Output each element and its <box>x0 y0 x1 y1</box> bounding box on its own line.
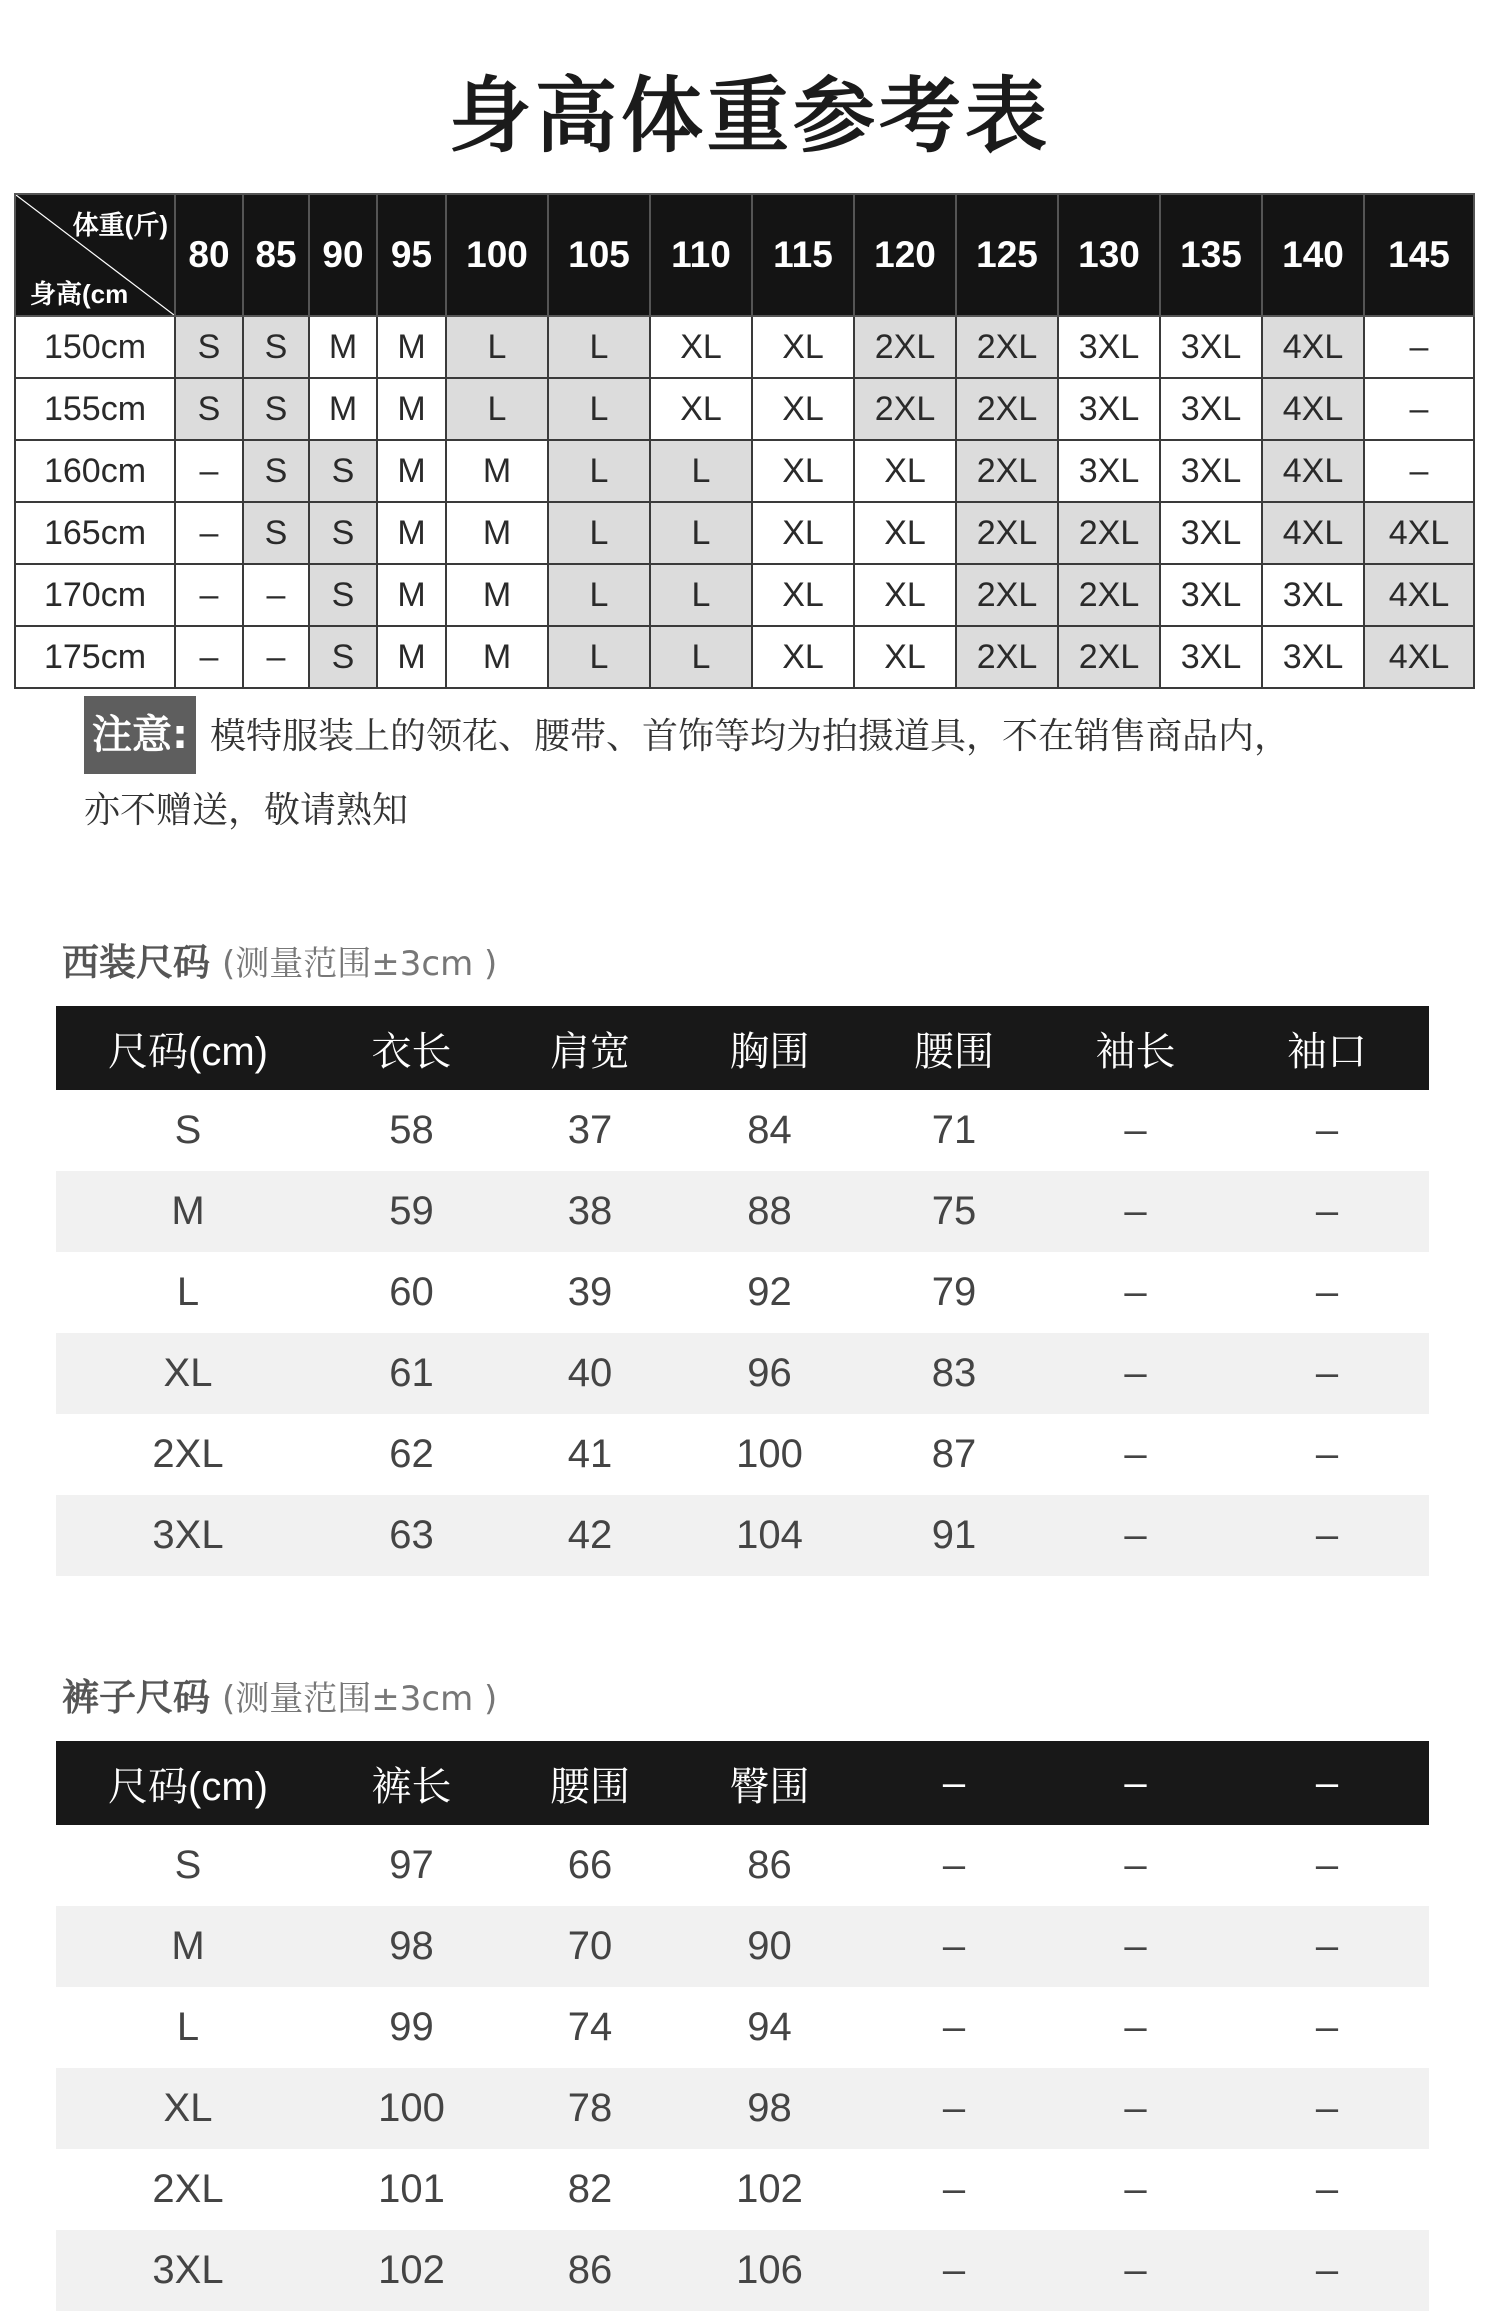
size-cell: 3XL <box>1160 626 1262 688</box>
size-cell: M <box>446 626 548 688</box>
measure-cell: – <box>1124 1432 1147 1476</box>
note <box>84 700 1444 848</box>
column-header: 袖口 <box>1225 1006 1429 1090</box>
size-cell: L <box>650 502 752 564</box>
measure-cell: 70 <box>503 1906 677 1987</box>
size-label: 2XL <box>152 1432 224 1476</box>
measure-cell: 97 <box>389 1843 434 1887</box>
table-row <box>56 1825 1429 1906</box>
size-cell: XL <box>752 316 854 378</box>
size-cell: – <box>243 626 309 688</box>
size-cell: M <box>377 626 446 688</box>
measure-cell: 60 <box>389 1270 434 1314</box>
size-cell: 3XL <box>1160 502 1262 564</box>
column-header: 尺码(cm) <box>56 1741 320 1825</box>
measure-cell: 88 <box>677 1171 862 1252</box>
suit-size-table <box>56 1006 1429 1576</box>
table-row <box>56 1495 1429 1576</box>
table-row <box>56 2068 1429 2149</box>
measure-cell: – <box>1315 2005 1339 2049</box>
measure-cell: – <box>1225 1495 1429 1576</box>
measure-cell: – <box>1315 1108 1339 1152</box>
measure-cell: 100 <box>320 2068 503 2149</box>
size-cell: M <box>446 502 548 564</box>
size-cell: XL <box>854 440 956 502</box>
measure-cell: – <box>1225 1906 1429 1987</box>
size-cell: S <box>243 502 309 564</box>
corner-cell <box>15 194 175 316</box>
measure-cell: 82 <box>567 2167 613 2211</box>
weight-header: 95 <box>377 194 446 316</box>
measure-cell: 41 <box>567 1432 613 1476</box>
size-cell: 2XL <box>1058 564 1160 626</box>
size-cell: L <box>548 440 650 502</box>
weight-header: 80 <box>175 194 243 316</box>
measure-cell: 98 <box>677 2068 862 2149</box>
measure-cell: 39 <box>567 1270 613 1314</box>
weight-header: 130 <box>1058 194 1160 316</box>
measure-cell: 90 <box>677 1906 862 1987</box>
size-cell: XL <box>854 502 956 564</box>
pants-section-title <box>62 1667 497 1721</box>
size-cell: – <box>1364 316 1474 378</box>
weight-header: 115 <box>752 194 854 316</box>
height-row <box>15 378 1474 440</box>
pants-size-table <box>56 1741 1429 2311</box>
size-cell: 4XL <box>1364 626 1474 688</box>
measure-cell: – <box>862 1906 1046 1987</box>
size-cell: L <box>548 626 650 688</box>
size-cell: XL <box>650 316 752 378</box>
weight-header: 105 <box>548 194 650 316</box>
size-cell: 2XL <box>1058 502 1160 564</box>
measure-cell: – <box>1124 2005 1147 2049</box>
measure-cell: – <box>1315 1432 1339 1476</box>
weight-header: 120 <box>854 194 956 316</box>
size-cell: 4XL <box>1262 378 1364 440</box>
measure-cell: – <box>1046 1333 1225 1414</box>
height-row <box>15 564 1474 626</box>
size-label: M <box>56 1171 320 1252</box>
measure-cell: 100 <box>736 1432 803 1476</box>
suit-header-row <box>56 1006 1429 1090</box>
measure-cell: – <box>1124 2167 1147 2211</box>
measure-cell: 87 <box>931 1432 977 1476</box>
size-cell: L <box>446 316 548 378</box>
column-header: 衣长 <box>320 1006 503 1090</box>
measure-cell: – <box>1046 1171 1225 1252</box>
size-cell: 2XL <box>854 316 956 378</box>
measure-cell: 59 <box>320 1171 503 1252</box>
height-row <box>15 440 1474 502</box>
table-row <box>56 1090 1429 1171</box>
size-cell: 3XL <box>1058 378 1160 440</box>
height-label: 175cm <box>15 626 175 688</box>
size-cell: 4XL <box>1262 440 1364 502</box>
measure-cell: – <box>1046 2068 1225 2149</box>
height-label: 155cm <box>15 378 175 440</box>
suit-subtitle: (测量范围±3cm ) <box>222 944 498 984</box>
size-cell: – <box>175 626 243 688</box>
size-cell: 2XL <box>956 626 1058 688</box>
measure-cell: – <box>1124 1108 1147 1152</box>
size-cell: L <box>446 378 548 440</box>
size-label: XL <box>56 1333 320 1414</box>
column-header: 臀围 <box>677 1741 862 1825</box>
measure-cell: – <box>1315 2167 1339 2211</box>
size-cell: – <box>175 564 243 626</box>
size-cell: XL <box>650 378 752 440</box>
measure-cell: – <box>1315 1843 1339 1887</box>
size-cell: S <box>309 626 377 688</box>
measure-cell: – <box>1046 2230 1225 2311</box>
column-header: – <box>1046 1741 1225 1825</box>
measure-cell: 101 <box>378 2167 445 2211</box>
size-label: 3XL <box>56 2230 320 2311</box>
measure-cell: 98 <box>320 1906 503 1987</box>
size-cell: L <box>650 626 752 688</box>
size-cell: L <box>548 316 650 378</box>
page-title: 身高体重参考表 <box>448 69 1051 164</box>
size-cell: 2XL <box>956 564 1058 626</box>
note-line2: 亦不赠送，敬请熟知 <box>84 790 409 831</box>
measure-cell: – <box>1046 1906 1225 1987</box>
measure-cell: 92 <box>747 1270 792 1314</box>
size-cell: M <box>377 440 446 502</box>
column-header: – <box>1225 1741 1429 1825</box>
weight-header: 125 <box>956 194 1058 316</box>
measure-cell: 42 <box>503 1495 677 1576</box>
size-cell: XL <box>854 626 956 688</box>
size-cell: S <box>243 440 309 502</box>
suit-table-body <box>56 1090 1429 1576</box>
column-header: 裤长 <box>320 1741 503 1825</box>
measure-cell: – <box>1124 1843 1147 1887</box>
measure-cell: 40 <box>503 1333 677 1414</box>
size-cell: XL <box>752 378 854 440</box>
height-weight-body <box>15 316 1474 688</box>
height-row <box>15 626 1474 688</box>
measure-cell: – <box>1225 2068 1429 2149</box>
pants-title: 裤子尺码 <box>62 1676 210 1719</box>
size-cell: 2XL <box>956 378 1058 440</box>
measure-cell: 61 <box>320 1333 503 1414</box>
measure-cell: 94 <box>747 2005 792 2049</box>
size-cell: 2XL <box>956 440 1058 502</box>
measure-cell: 63 <box>320 1495 503 1576</box>
size-cell: 4XL <box>1364 564 1474 626</box>
column-header: 腰围 <box>862 1006 1046 1090</box>
measure-cell: – <box>942 1843 966 1887</box>
measure-cell: 37 <box>567 1108 613 1152</box>
size-cell: 3XL <box>1262 564 1364 626</box>
size-label: XL <box>56 2068 320 2149</box>
size-cell: 2XL <box>854 378 956 440</box>
size-cell: 2XL <box>1058 626 1160 688</box>
measure-cell: 84 <box>747 1108 792 1152</box>
size-cell: 2XL <box>956 502 1058 564</box>
measure-cell: – <box>862 2230 1046 2311</box>
size-label: L <box>176 1270 200 1314</box>
table-row <box>56 1987 1429 2068</box>
measure-cell: 104 <box>677 1495 862 1576</box>
measure-cell: 79 <box>931 1270 977 1314</box>
measure-cell: 71 <box>931 1108 977 1152</box>
column-header: 尺码(cm) <box>56 1006 320 1090</box>
table-row <box>56 1171 1429 1252</box>
size-cell: M <box>377 564 446 626</box>
table-row <box>56 2149 1429 2230</box>
measure-cell: 75 <box>862 1171 1046 1252</box>
size-cell: 3XL <box>1160 316 1262 378</box>
size-cell: 3XL <box>1160 440 1262 502</box>
size-cell: – <box>243 564 309 626</box>
size-cell: S <box>309 564 377 626</box>
size-cell: XL <box>752 626 854 688</box>
height-label: 160cm <box>15 440 175 502</box>
size-cell: M <box>377 502 446 564</box>
suit-title: 西装尺码 <box>62 941 210 984</box>
measure-cell: 78 <box>503 2068 677 2149</box>
corner-weight-label: 体重(斤) <box>72 210 168 240</box>
size-cell: L <box>650 440 752 502</box>
weight-header: 140 <box>1262 194 1364 316</box>
pants-table-body <box>56 1825 1429 2311</box>
measure-cell: – <box>942 2167 966 2211</box>
weight-header: 100 <box>446 194 548 316</box>
size-cell: L <box>548 378 650 440</box>
measure-cell: 74 <box>567 2005 613 2049</box>
size-cell: L <box>548 502 650 564</box>
size-label: 2XL <box>152 2167 224 2211</box>
note-line1: 模特服装上的领花、腰带、首饰等均为拍摄道具，不在销售商品内， <box>210 716 1291 757</box>
column-header: 胸围 <box>677 1006 862 1090</box>
size-cell: S <box>243 378 309 440</box>
measure-cell: – <box>1225 1333 1429 1414</box>
note-badge: 注意: <box>84 696 196 774</box>
measure-cell: 106 <box>677 2230 862 2311</box>
size-cell: M <box>446 440 548 502</box>
height-label: 150cm <box>15 316 175 378</box>
measure-cell: 86 <box>747 1843 792 1887</box>
size-cell: S <box>175 316 243 378</box>
measure-cell: 66 <box>567 1843 613 1887</box>
measure-cell: 102 <box>736 2167 803 2211</box>
weight-header: 85 <box>243 194 309 316</box>
size-cell: – <box>1364 440 1474 502</box>
size-cell: S <box>175 378 243 440</box>
weight-header: 110 <box>650 194 752 316</box>
size-cell: – <box>1364 378 1474 440</box>
size-cell: 3XL <box>1058 316 1160 378</box>
size-cell: M <box>309 316 377 378</box>
size-label: S <box>174 1108 202 1152</box>
column-header: 肩宽 <box>503 1006 677 1090</box>
weight-header: 135 <box>1160 194 1262 316</box>
table-row <box>56 1414 1429 1495</box>
measure-cell: – <box>1046 1495 1225 1576</box>
weight-header: 145 <box>1364 194 1474 316</box>
table-row <box>56 1906 1429 1987</box>
size-cell: M <box>377 316 446 378</box>
size-cell: XL <box>752 564 854 626</box>
table-row <box>56 1252 1429 1333</box>
size-cell: 3XL <box>1160 564 1262 626</box>
size-cell: 4XL <box>1262 502 1364 564</box>
measure-cell: 58 <box>389 1108 434 1152</box>
weight-header: 90 <box>309 194 377 316</box>
pants-header-row <box>56 1741 1429 1825</box>
measure-cell: – <box>1315 1270 1339 1314</box>
size-cell: – <box>175 502 243 564</box>
table-row <box>56 1333 1429 1414</box>
height-weight-table <box>14 193 1475 689</box>
size-cell: S <box>309 440 377 502</box>
measure-cell: 96 <box>677 1333 862 1414</box>
column-header: – <box>862 1741 1046 1825</box>
measure-cell: – <box>1225 2230 1429 2311</box>
measure-cell: 99 <box>389 2005 434 2049</box>
measure-cell: 83 <box>862 1333 1046 1414</box>
size-cell: S <box>309 502 377 564</box>
size-cell: XL <box>752 502 854 564</box>
size-cell: 3XL <box>1160 378 1262 440</box>
size-cell: 4XL <box>1262 316 1364 378</box>
size-cell: 2XL <box>956 316 1058 378</box>
suit-section-title <box>62 932 497 986</box>
column-header: 袖长 <box>1046 1006 1225 1090</box>
measure-cell: – <box>862 2068 1046 2149</box>
height-row <box>15 502 1474 564</box>
size-cell: M <box>446 564 548 626</box>
measure-cell: 86 <box>503 2230 677 2311</box>
height-row <box>15 316 1474 378</box>
size-cell: 3XL <box>1262 626 1364 688</box>
measure-cell: 62 <box>389 1432 434 1476</box>
size-cell: M <box>309 378 377 440</box>
size-cell: XL <box>752 440 854 502</box>
size-label: L <box>176 2005 200 2049</box>
corner-height-label: 身高(cm <box>30 279 129 309</box>
measure-cell: 38 <box>503 1171 677 1252</box>
size-cell: M <box>377 378 446 440</box>
size-cell: L <box>548 564 650 626</box>
height-label: 165cm <box>15 502 175 564</box>
size-label: 3XL <box>56 1495 320 1576</box>
size-cell: – <box>175 440 243 502</box>
measure-cell: 102 <box>320 2230 503 2311</box>
size-cell: 3XL <box>1058 440 1160 502</box>
size-label: S <box>174 1843 202 1887</box>
size-label: M <box>56 1906 320 1987</box>
column-header: 腰围 <box>503 1741 677 1825</box>
table-row <box>56 2230 1429 2311</box>
measure-cell: – <box>1225 1171 1429 1252</box>
pants-subtitle: (测量范围±3cm ) <box>222 1679 498 1719</box>
measure-cell: – <box>1124 1270 1147 1314</box>
weight-header-row <box>15 194 1474 316</box>
measure-cell: – <box>942 2005 966 2049</box>
size-cell: S <box>243 316 309 378</box>
height-label: 170cm <box>15 564 175 626</box>
size-cell: L <box>650 564 752 626</box>
size-cell: XL <box>854 564 956 626</box>
measure-cell: 91 <box>862 1495 1046 1576</box>
size-cell: 4XL <box>1364 502 1474 564</box>
